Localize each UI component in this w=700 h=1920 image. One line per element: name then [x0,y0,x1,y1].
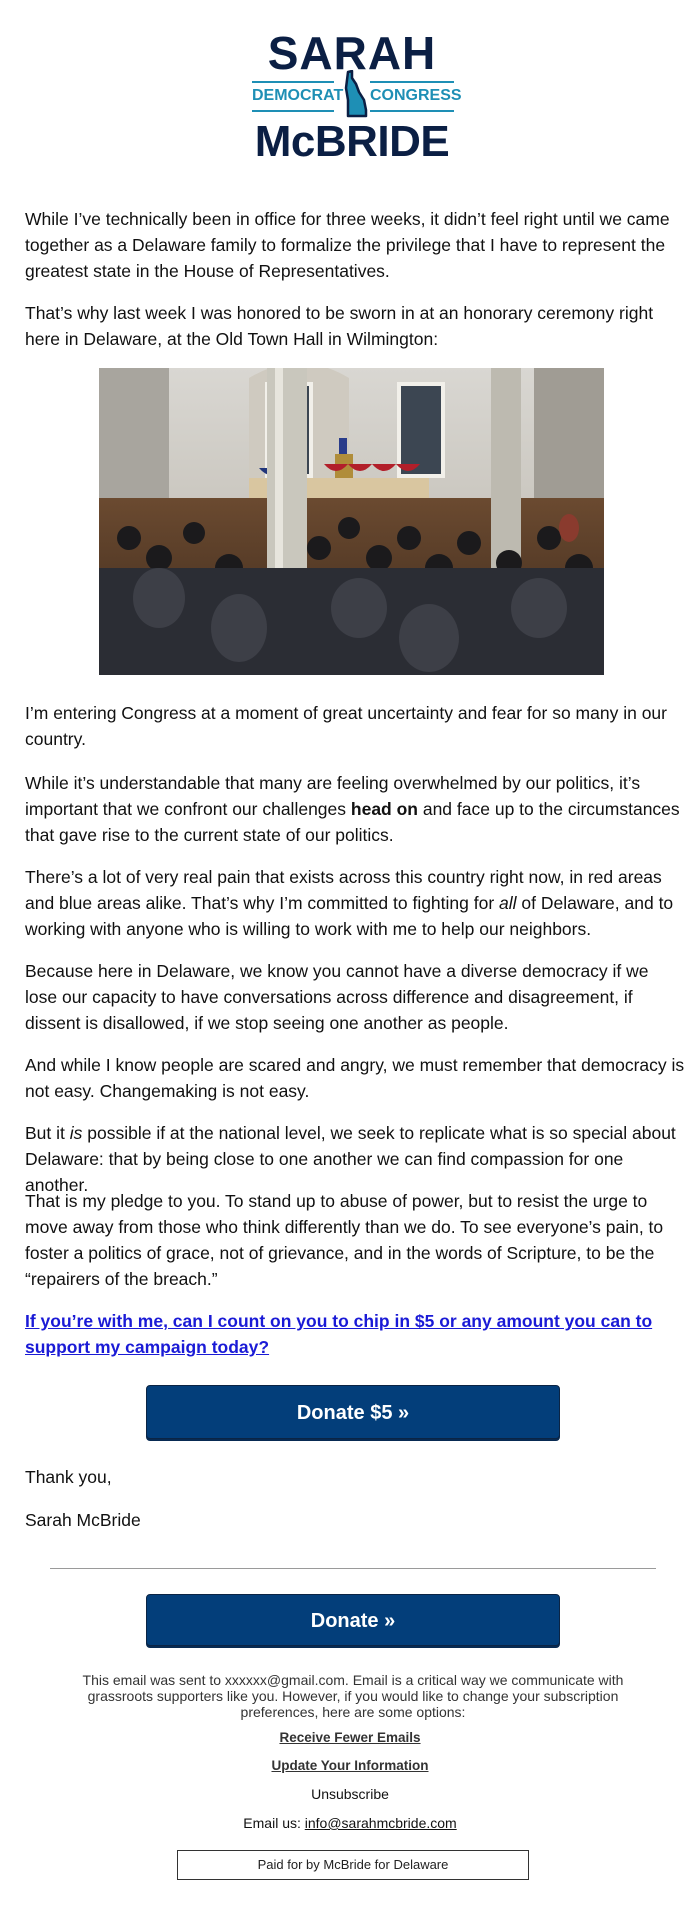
paragraph-possible-em: is [69,1123,83,1143]
paragraph-possible [25,1120,685,1198]
ceremony-photo [99,368,604,675]
paragraph-head-on [25,770,685,848]
paragraph-head-on-bold: head on [350,799,418,819]
paragraph-not-easy: And while I know people are scared and angry, we must remember that democracy is not easy. Changemaking is not easy. [25,1055,685,1101]
closing-signature: Sarah McBride [25,1510,141,1530]
paragraph-real-pain-part1: There’s a lot of very real pain that exists across this country right now, in red areas and blue areas alike. That’s why I’m committed to fighting for [25,867,662,913]
footer-email-line [0,1815,700,1831]
delaware-outline-icon [342,70,368,118]
paragraph-sworn-in: That’s why last week I was honored to be sworn in at an honorary ceremony right here in Delaware, at the Old Town Hall in Wilmington: [25,303,654,349]
paragraph-real-pain-em: all [499,893,517,913]
paragraph-office: While I’ve technically been in office for three weeks, it didn’t feel right until we came together as a Delaware family to formalize the privilege that I have to represent the greatest state in the House of Representatives. [25,209,670,281]
logo-rule-right-top [370,81,454,83]
paragraph-real-pain-part2: of Delaware, and to working with anyone who is willing to work with me to help our neighbors. [25,893,674,939]
logo-rule-left-top [252,81,334,83]
paragraph-head-on-part1: While it’s understandable that many are feeling overwhelmed by our politics, it’s important that we confront our challenges [25,773,641,819]
paragraph-possible-part2: possible if at the national level, we seek to replicate what is so special about Delaware: that by being close to one another we can find compassion for one another. [25,1123,676,1195]
logo-name-bottom: McBRIDE [254,117,450,166]
footer-email-link[interactable]: info@sarahmcbride.com [304,1815,457,1831]
logo-name-top: SARAH [267,27,437,79]
logo-rule-left-bottom [252,110,334,112]
donate-5-button[interactable]: Donate $5 » [146,1385,560,1439]
chip-in-link[interactable]: If you’re with me, can I count on you to chip in $5 or any amount you can to support my campaign today? [25,1311,653,1357]
receive-fewer-emails-link[interactable]: Receive Fewer Emails [279,1730,421,1745]
update-information-link[interactable]: Update Your Information [271,1758,429,1773]
paid-for-disclaimer: Paid for by McBride for Delaware [177,1850,529,1880]
closing-thanks: Thank you, [25,1467,112,1487]
paragraph-pledge: That is my pledge to you. To stand up to abuse of power, but to resist the urge to move away from those who think differently than we do. To see everyone’s pain, to foster a politics of grace, not of grievance, and in the words of Scripture, to be the “repairers of the breach.” [25,1191,664,1289]
paragraph-diverse-democracy: Because here in Delaware, we know you cannot have a diverse democracy if we lose our capacity to have conversations across difference and disagreement, if dissent is disallowed, if we stop seeing one another as people. [25,961,649,1033]
logo-tag-congress: CONGRESS [370,87,462,104]
paragraph-head-on-part2: and face up to the circumstances that gave rise to the current state of our politics. [25,799,680,845]
unsubscribe-link[interactable]: Unsubscribe [311,1786,389,1802]
logo-tag-democrat: DEMOCRAT [252,87,344,104]
footer-email-prefix: Email us: [243,1815,305,1831]
paragraph-possible-part1: But it [25,1123,70,1143]
logo-rule-right-bottom [370,110,454,112]
campaign-logo [250,27,462,168]
donate-button[interactable]: Donate » [146,1594,560,1646]
paragraph-entering-congress: I’m entering Congress at a moment of great uncertainty and fear for so many in our country. [25,703,667,749]
paragraph-real-pain [25,864,685,942]
footer-notice: This email was sent to xxxxxx@gmail.com. Email is a critical way we communicate with grassroots supporters like you. However, if you would like to change your subscription preferences, here are some options: [82,1672,624,1720]
footer-divider [50,1568,656,1569]
